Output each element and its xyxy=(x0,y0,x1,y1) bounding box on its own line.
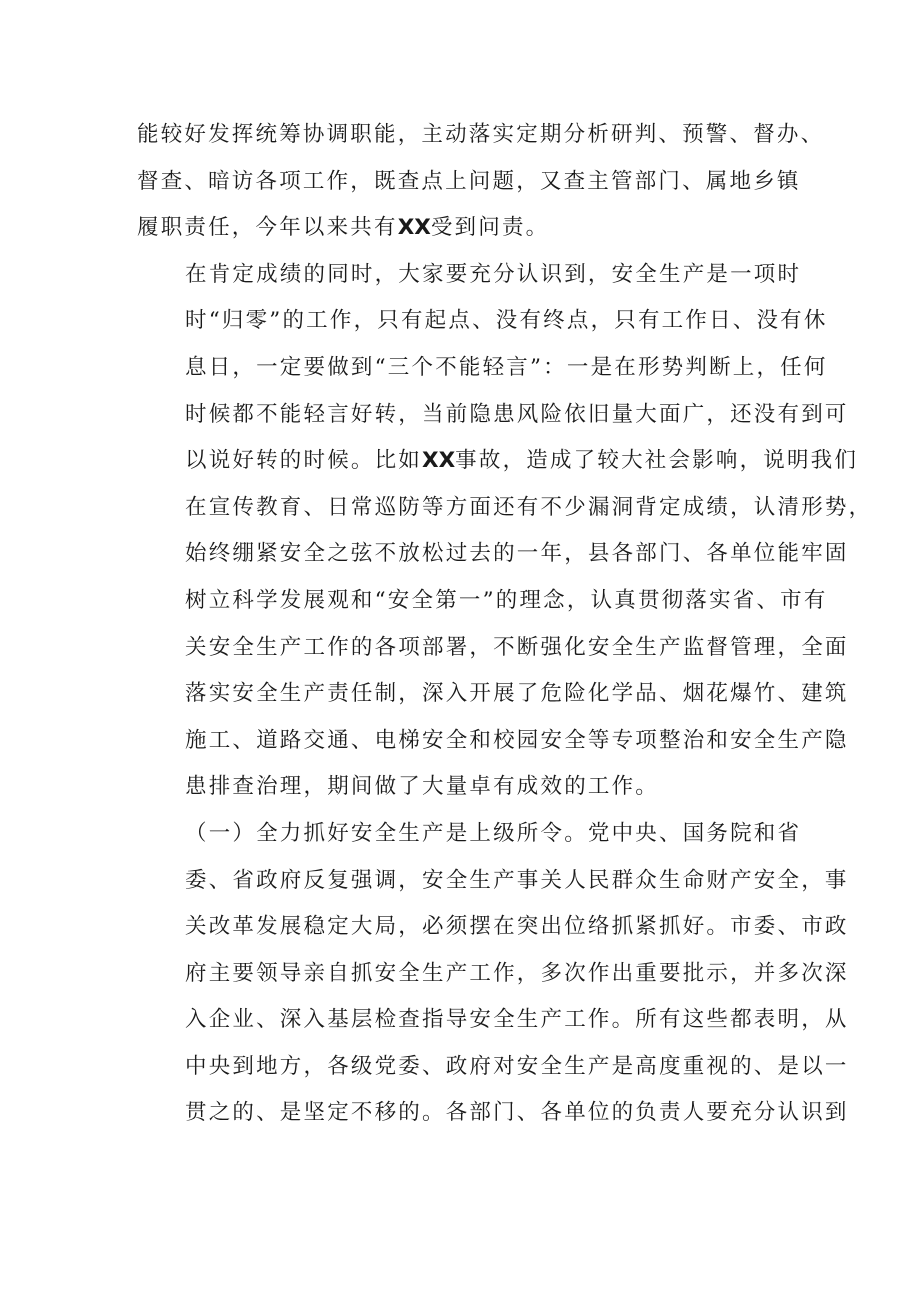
text-segment: 患排查治理，期间做了大量卓有成效的工作。 xyxy=(185,774,660,800)
paragraph-1 xyxy=(137,112,825,252)
text-line xyxy=(137,112,825,159)
text-segment: 入企业、深入基层检查指导安全生产工作。所有这些都表明，从 xyxy=(185,1007,849,1033)
text-line xyxy=(137,1090,849,1137)
text-segment: 事故，造成了较大社会影响，说明我们 xyxy=(455,448,859,474)
text-segment: 履职责任，今年以来共有 xyxy=(137,215,398,241)
text-segment: 施工、道路交通、电梯安全和校园安全等专项整治和安全生产隐 xyxy=(185,727,849,753)
text-segment: 始终绷紧安全之弦不放松过去的一年，县各部门、各单位能牢固 xyxy=(185,541,849,567)
text-segment: 能较好发挥统筹协调职能，主动落实定期分析研判、预警、督办、 xyxy=(137,122,825,147)
text-line xyxy=(137,438,859,485)
text-line xyxy=(137,904,849,951)
text-line xyxy=(137,531,849,578)
text-segment: 在宣传教育、日常巡防等方面还有不少漏洞背定成绩，认清形势， xyxy=(185,494,873,520)
placeholder-token: XX xyxy=(397,215,431,241)
text-segment: 时候都不能轻言好转，当前隐患风险依旧量大面广，还没有到可 xyxy=(185,401,849,427)
placeholder-token: XX xyxy=(422,448,456,474)
text-segment: 中央到地方，各级党委、政府对安全生产是高度重视的、是以一 xyxy=(185,1053,849,1079)
text-line xyxy=(137,345,828,392)
text-line xyxy=(137,625,849,672)
text-segment: 贯之的、是坚定不移的。各部门、各单位的负责人要充分认识到 xyxy=(185,1100,849,1126)
text-line xyxy=(137,205,797,252)
text-line xyxy=(137,718,849,765)
text-line xyxy=(137,1044,849,1091)
paragraph-3 xyxy=(137,811,849,1137)
text-line xyxy=(137,578,828,625)
document-body xyxy=(137,112,873,1137)
text-segment: （一）全力抓好安全生产是上级所令。党中央、国务院和省 xyxy=(185,820,802,846)
text-segment: 落实安全生产责任制，深入开展了危险化学品、烟花爆竹、建筑 xyxy=(185,681,849,707)
text-line xyxy=(137,252,802,299)
text-segment: 督查、暗访各项工作，既查点上问题，又查主管部门、属地乡镇 xyxy=(137,168,801,194)
text-line xyxy=(137,159,801,206)
text-segment: 在肯定成绩的同时，大家要充分认识到，安全生产是一项时 xyxy=(185,261,802,287)
text-segment: 关安全生产工作的各项部署，不断强化安全生产监督管理，全面 xyxy=(185,634,849,660)
text-line xyxy=(137,858,849,905)
text-segment: 息日，一定要做到“三个不能轻言”：一是在形势判断上，任何 xyxy=(185,354,828,380)
text-segment: 委、省政府反复强调，安全生产事关人民群众生命财产安全，事 xyxy=(185,867,849,893)
text-segment: 树立科学发展观和“安全第一”的理念，认真贯彻落实省、市有 xyxy=(185,587,828,613)
text-line xyxy=(137,997,849,1044)
text-line xyxy=(137,392,849,439)
text-segment: 受到问责。 xyxy=(430,215,550,241)
text-segment: 府主要领导亲自抓安全生产工作，多次作出重要批示，并多次深 xyxy=(185,960,849,986)
text-line xyxy=(137,485,873,532)
text-line xyxy=(137,764,797,811)
text-segment: 关改革发展稳定大局，必须摆在突出位络抓紧抓好。市委、市政 xyxy=(185,914,849,940)
text-line xyxy=(137,811,802,858)
paragraph-2 xyxy=(137,252,873,811)
text-line xyxy=(137,671,849,718)
text-segment: 以说好转的时候。比如 xyxy=(185,448,423,474)
text-line xyxy=(137,951,849,998)
text-line xyxy=(137,298,828,345)
text-segment: 时“归零”的工作，只有起点、没有终点，只有工作日、没有休 xyxy=(185,308,828,334)
